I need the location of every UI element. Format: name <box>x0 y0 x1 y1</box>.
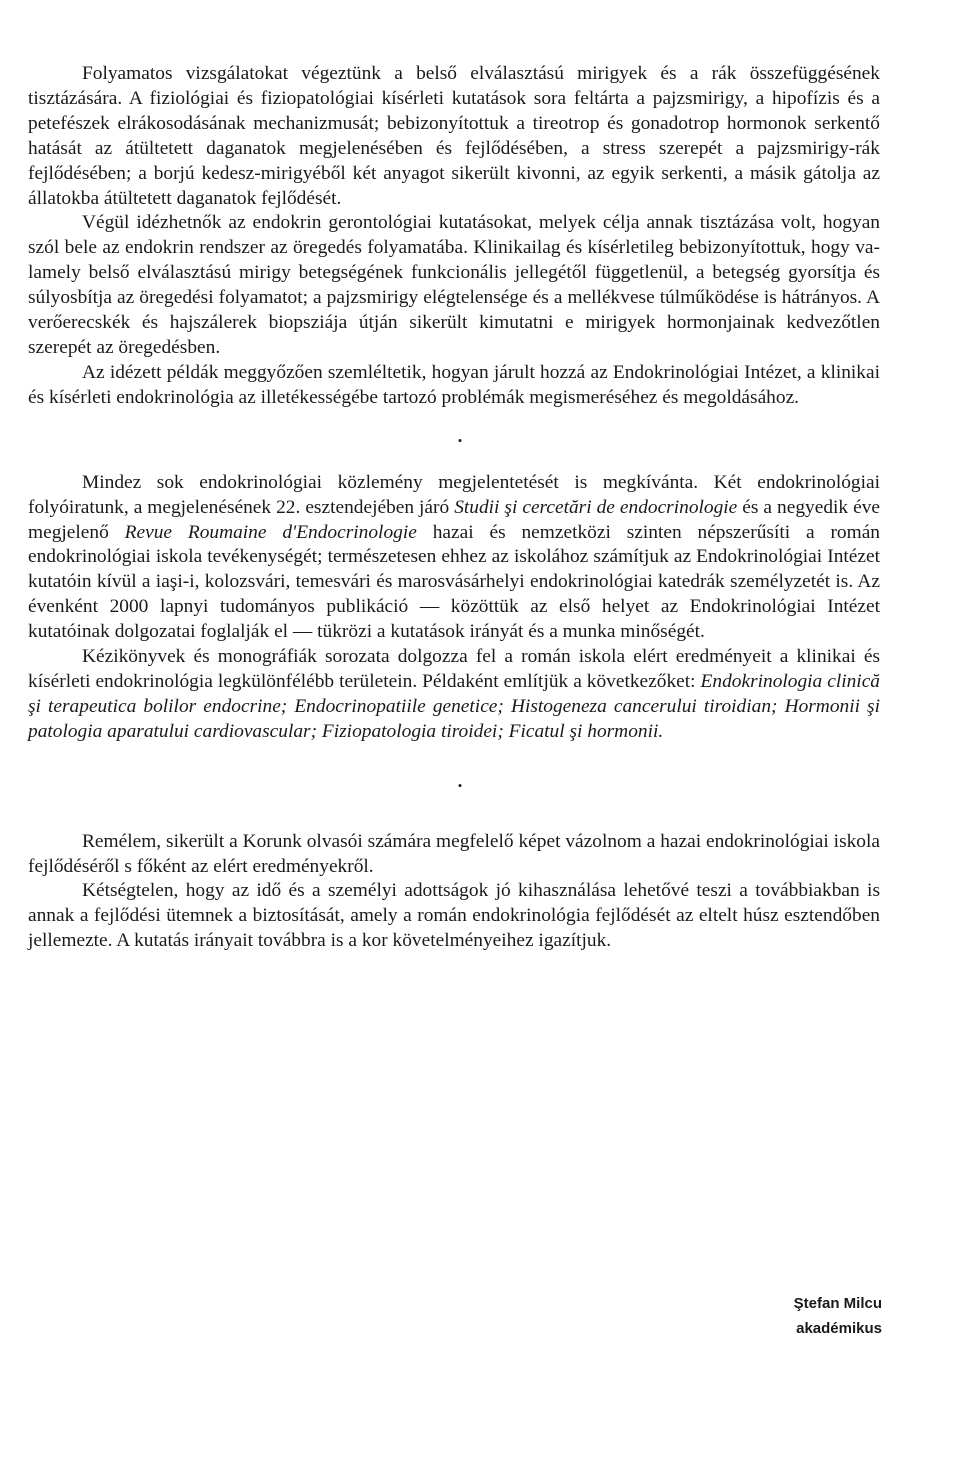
journal-title-revue: Revue Roumaine d'Endocrinologie <box>124 521 417 543</box>
author-title: akadémikus <box>796 1320 882 1337</box>
section-separator: • <box>457 777 463 793</box>
journals-intro-text: Mindez sok endokrinológiai közlemény megjelentetését is megkívánta. Két endokrinológiai folyóiratunk, a megjelenésének 22. esztendejében járó <box>28 471 880 518</box>
paragraph-contribution: Az idézett példák meggyőzően szemléltetik, hogyan járult hozzá az Endokrinológiai Intézet, a klinikai és kísérleti endokrinológia az illetékességébe tartozó problémák megismeréséhez és megoldásához. <box>28 361 880 408</box>
journals-rest-text: hazai és nemzetközi szinten népszerűsíti a román endokrinológiai iskola tevékenységét; természetesen ehhez az iskolához számítjuk az Endokrinológiai Intézet kutatóin kívül a iaşi-i, kolozsvári, temesvári és marosvásárhelyi endokrinológiai katedrák személyzetét is. Az évenként 2000 lapnyi tudományos publikáció — közöttük az első helyet az Endokrinológiai Intézet kutatóinak dolgozatai foglalják el — tükrözi a kutatások irányát és a munka minőségét. <box>28 521 880 643</box>
journals-mid-text: és a negyedik éve megjelenő <box>28 496 880 543</box>
monograph-titles: Endokrinologia clinică şi terapeutica bolilor endocrine; Endocrinopatiile genetice; Histogeneza cancerului tiroidian; Hormonii şi patologia aparatului cardiovascular; Fiziopatologia tiroidei; Ficatul şi hormonii. <box>28 670 880 742</box>
author-signature <box>794 1291 882 1341</box>
paragraph-monographs <box>28 645 880 745</box>
section-separator: • <box>457 432 463 448</box>
paragraph-closing-future: Kétségtelen, hogy az idő és a személyi adottságok jó kihasználása lehetővé teszi a továbbiakban is annak a fejlődési ütemnek a biztosítását, amely a román endokrinológia fejlődését az eltelt húsz esztendőben jellemezte. A kutatás irányait továbbra is a kor követelményeihez igazítjuk. <box>28 880 880 952</box>
article-body <box>28 62 880 954</box>
paragraph-closing-hope: Remélem, sikerült a Korunk olvasói számára megfelelő képet vázolnom a hazai endokrinológiai iskola fejlődéséről s főként az elért eredményekről. <box>28 830 880 877</box>
paragraph-gerontology: Végül idézhetnők az endokrin gerontológiai kutatásokat, melyek célja annak tisztázása volt, hogyan szól bele az endokrin rendszer az öregedés folyamatába. Klinikailag és kísérletileg bebizonyítottuk, hogy valamely belső elválasztású mirigy betegségének funkcionális jellegétől függetlenül, a betegség gyorsítja és súlyosbítja az öregedési folyamatot; a pajzsmirigy elégtelensége és a mellékvese túlműködése is hátrányos. A verőerecskék és hajszálerek biopsziája útján sikerült kimutatni e mirigyek hormonjainak kedvezőtlen szerepét az öregedésben. <box>28 212 880 358</box>
journal-title-studii: Studii şi cercetări de endocrinologie <box>454 496 738 518</box>
paragraph-endocrine-cancer: Folyamatos vizsgálatokat végeztünk a belső elválasztású mirigyek és a rák összefüggésének tisztázására. A fiziológiai és fiziopatológiai kísérleti kutatások sora feltárta a pajzsmirigy, a hipofízis és a petefészek elrákosodásának mechanizmusát; bebizonyítottuk a tireotrop és gonadotrop hormonok serkentő hatását az átültetett daganatok megjelenésében és fejlődésében, a stress szerepét a pajzsmirigy-rák fejlődésében; a borjú kedesz-mirigyéből két anyagot sikerült kivonni, az egyik serkenti, a másik gátolja az állatokba átültetett daganatok fejlődését. <box>28 63 880 209</box>
monographs-intro-text: Kézikönyvek és monográfiák sorozata dolgozza fel a román iskola elért eredményeit a klinikai és kísérleti endokrinológia legkülönfélébb területein. Példaként említjük a következőket: <box>28 646 880 692</box>
paragraph-journals <box>28 471 880 645</box>
author-name: Ştefan Milcu <box>793 1295 882 1312</box>
